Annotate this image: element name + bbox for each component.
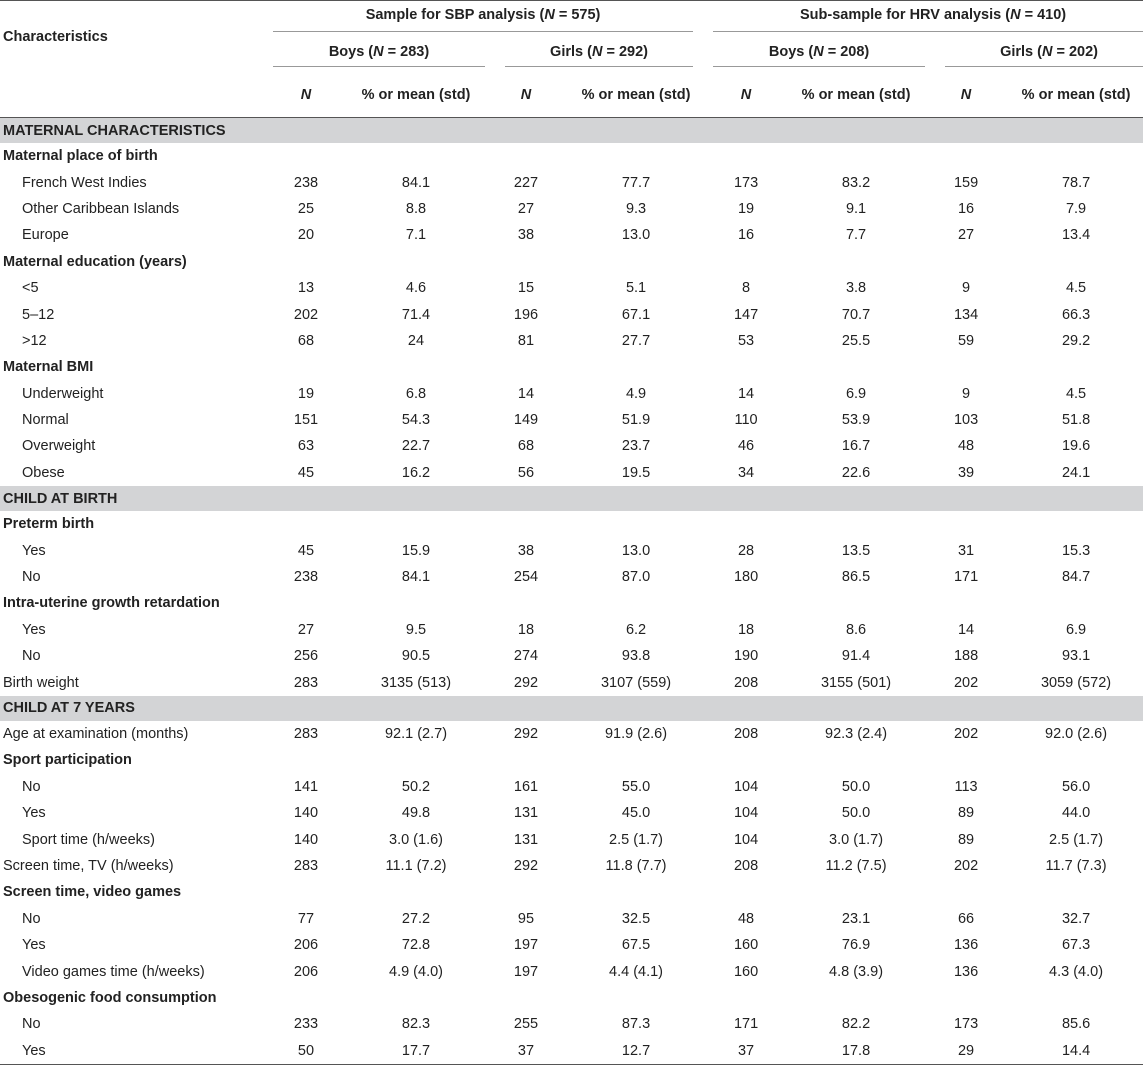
cell-pct: 32.5	[621, 910, 651, 927]
cell-n: 27	[517, 200, 535, 217]
cell-pct: 44.0	[1061, 805, 1091, 822]
cell-n: 66	[957, 910, 975, 927]
cell-n: 89	[957, 831, 975, 848]
cell-pct: 83.2	[841, 174, 871, 191]
cell-n: 283	[293, 857, 319, 874]
row-label: Yes	[0, 1038, 273, 1065]
cell-pct: 55.0	[621, 778, 651, 795]
cell-pct: 9.1	[845, 200, 867, 217]
row-label: No	[22, 1016, 41, 1033]
cell-pct: 24.1	[1061, 464, 1091, 481]
cell-n: 34	[737, 464, 755, 481]
cell-pct: 4.5	[1065, 385, 1087, 402]
sbp-boys-header: Boys (N = 283)	[273, 38, 493, 74]
sbp-girls-header: Girls (N = 292)	[493, 38, 713, 74]
cell-pct: 6.9	[845, 385, 867, 402]
col-pct-header: % or mean (std)	[339, 74, 493, 118]
cell-pct: 22.7	[401, 438, 431, 455]
cell-pct: 77.7	[621, 174, 651, 191]
cell-n: 14	[737, 385, 755, 402]
table-row	[0, 669, 1143, 695]
cell-pct: 5.1	[625, 280, 647, 297]
cell-n: 37	[713, 1038, 779, 1065]
cell-pct: 14.4	[999, 1038, 1143, 1065]
cell-n: 27	[297, 621, 315, 638]
cell-n: 134	[953, 306, 979, 323]
group-header-row	[0, 354, 1143, 380]
cell-pct: 8.6	[845, 621, 867, 638]
cell-pct: 51.8	[1061, 412, 1091, 429]
cell-n: 208	[733, 726, 759, 742]
cell-pct: 23.7	[621, 438, 651, 455]
hrv-boys-header: Boys (N = 208)	[713, 38, 933, 74]
cell-n: 256	[293, 648, 319, 665]
cell-pct: 3.8	[845, 280, 867, 297]
cell-pct: 50.0	[841, 805, 871, 822]
cell-pct: 4.4 (4.1)	[609, 963, 664, 980]
row-label: 5–12	[22, 306, 55, 323]
row-label: Yes	[22, 621, 46, 638]
cell-n: 173	[953, 1016, 979, 1033]
group-header-row	[0, 590, 1143, 616]
col-n-header: N	[273, 74, 339, 118]
cell-n: 160	[733, 937, 759, 954]
row-label: Underweight	[22, 385, 104, 402]
cell-n: 19	[737, 200, 755, 217]
cell-pct: 85.6	[1061, 1016, 1091, 1033]
group-header-row	[0, 747, 1143, 773]
cell-n: 160	[733, 963, 759, 980]
table-row	[0, 301, 1143, 327]
group-title: Maternal education (years)	[3, 253, 187, 270]
cell-pct: 11.1 (7.2)	[385, 857, 447, 874]
cell-n: 27	[957, 227, 975, 244]
cell-n: 208	[733, 857, 759, 874]
cell-pct: 17.8	[779, 1038, 933, 1065]
cell-n: 238	[293, 174, 319, 191]
cell-pct: 87.3	[621, 1016, 651, 1033]
group-title: Screen time, video games	[3, 884, 182, 901]
cell-n: 141	[293, 778, 319, 795]
cell-n: 274	[513, 648, 539, 665]
cell-n: 202	[293, 306, 319, 323]
table-row	[0, 643, 1143, 669]
group-header-row	[0, 249, 1143, 275]
cell-n: 171	[953, 569, 979, 586]
cell-n: 56	[517, 464, 535, 481]
col-n-header: N	[933, 74, 999, 118]
group-header-row	[0, 879, 1143, 905]
cell-pct: 93.1	[1061, 648, 1091, 665]
cell-pct: 24	[407, 332, 425, 349]
table-row	[0, 1011, 1143, 1037]
cell-n: 104	[733, 778, 759, 795]
cell-n: 292	[513, 674, 539, 691]
cell-pct: 53.9	[841, 412, 871, 429]
cell-n: 38	[517, 227, 535, 244]
cell-pct: 11.7 (7.3)	[1045, 857, 1107, 874]
cell-pct: 16.2	[401, 464, 431, 481]
cell-pct: 11.8 (7.7)	[605, 857, 667, 874]
cell-pct: 2.5 (1.7)	[609, 831, 664, 848]
cell-pct: 91.9 (2.6)	[604, 726, 668, 742]
table-row	[0, 932, 1143, 958]
cell-n: 202	[953, 726, 979, 742]
cell-n: 131	[513, 831, 539, 848]
cell-pct: 16.7	[841, 438, 871, 455]
group-title: Maternal place of birth	[3, 148, 158, 165]
table-row	[0, 460, 1143, 486]
table-row	[0, 800, 1143, 826]
cell-n: 238	[293, 569, 319, 586]
cell-pct: 2.5 (1.7)	[1049, 831, 1104, 848]
table-row	[0, 196, 1143, 222]
cell-n: 18	[517, 621, 535, 638]
row-label: Yes	[22, 805, 46, 822]
cell-n: 15	[517, 280, 535, 297]
row-label: No	[22, 648, 41, 665]
cell-pct: 13.4	[1061, 227, 1091, 244]
cell-pct: 70.7	[841, 306, 871, 323]
cell-pct: 13.0	[621, 542, 651, 559]
table-row	[0, 537, 1143, 563]
cell-pct: 3155 (501)	[820, 674, 892, 691]
cell-n: 190	[733, 648, 759, 665]
cell-pct: 8.8	[405, 200, 427, 217]
cell-pct: 6.2	[625, 621, 647, 638]
cell-n: 255	[513, 1016, 539, 1033]
cell-n: 188	[953, 648, 979, 665]
group-header-row	[0, 511, 1143, 537]
cell-pct: 17.7	[339, 1038, 493, 1065]
col-pct-header: % or mean (std)	[779, 74, 933, 118]
cell-pct: 12.7	[559, 1038, 713, 1065]
table-row	[0, 407, 1143, 433]
cell-pct: 13.5	[841, 542, 871, 559]
cell-pct: 72.8	[401, 937, 431, 954]
cell-n: 196	[513, 306, 539, 323]
row-label: Obese	[22, 464, 65, 481]
table-row	[0, 222, 1143, 248]
cell-pct: 27.7	[621, 332, 651, 349]
cell-n: 14	[957, 621, 975, 638]
hrv-girls-header: Girls (N = 202)	[933, 38, 1143, 74]
cell-pct: 19.6	[1061, 438, 1091, 455]
cell-pct: 50.2	[401, 778, 431, 795]
table-row	[0, 774, 1143, 800]
cell-n: 147	[733, 306, 759, 323]
group-title: Obesogenic food consumption	[3, 989, 217, 1006]
cell-pct: 56.0	[1061, 778, 1091, 795]
row-label: Normal	[22, 412, 69, 429]
cell-pct: 67.1	[621, 306, 651, 323]
cell-n: 68	[517, 438, 535, 455]
cell-pct: 29.2	[1061, 332, 1091, 349]
cell-pct: 90.5	[401, 648, 431, 665]
cell-n: 113	[954, 778, 978, 795]
row-label: Age at examination (months)	[3, 726, 189, 742]
cell-pct: 19.5	[621, 464, 651, 481]
cell-n: 233	[293, 1016, 319, 1033]
cell-n: 53	[737, 332, 755, 349]
cell-n: 202	[953, 857, 979, 874]
cell-pct: 3107 (559)	[600, 674, 672, 691]
col-n-header: N	[493, 74, 559, 118]
row-label: No	[22, 569, 41, 586]
cell-pct: 45.0	[621, 805, 651, 822]
cell-pct: 76.9	[841, 937, 871, 954]
table-row	[0, 906, 1143, 932]
table-header	[0, 1, 1143, 118]
blank-header-cell	[0, 74, 273, 118]
cell-n: 283	[293, 726, 319, 742]
cell-n: 48	[737, 910, 755, 927]
cell-pct: 6.9	[1065, 621, 1087, 638]
cell-pct: 3135 (513)	[380, 674, 452, 691]
cell-pct: 86.5	[841, 569, 871, 586]
cell-n: 206	[293, 963, 319, 980]
table-body	[0, 118, 1143, 1065]
cell-pct: 92.0 (2.6)	[1045, 726, 1108, 742]
section-header-row	[0, 696, 1143, 721]
cell-n: 45	[297, 542, 315, 559]
cell-pct: 22.6	[841, 464, 871, 481]
col-pct-header: % or mean (std)	[999, 74, 1143, 118]
section-header-row	[0, 486, 1143, 511]
cell-n: 206	[293, 937, 319, 954]
sbp-sample-header: Sample for SBP analysis (N = 575)	[273, 1, 713, 38]
cell-pct: 11.2 (7.5)	[825, 857, 887, 874]
table-row	[0, 853, 1143, 879]
cell-pct: 3.0 (1.7)	[829, 831, 884, 848]
cell-pct: 3059 (572)	[1040, 674, 1112, 691]
cell-n: 208	[733, 674, 759, 691]
section-header-row	[0, 118, 1143, 144]
cell-n: 95	[517, 910, 535, 927]
cell-n: 180	[733, 569, 759, 586]
hrv-subsample-header: Sub-sample for HRV analysis (N = 410)	[713, 1, 1143, 38]
section-title: CHILD AT 7 YEARS	[0, 696, 1143, 721]
cell-pct: 4.9 (4.0)	[389, 963, 443, 980]
cell-n: 28	[737, 542, 755, 559]
cell-n: 16	[737, 227, 755, 244]
cell-pct: 92.3 (2.4)	[825, 726, 888, 742]
section-title: MATERNAL CHARACTERISTICS	[0, 118, 1143, 144]
row-label: Birth weight	[3, 674, 79, 691]
table-row	[0, 826, 1143, 852]
cell-pct: 84.1	[401, 569, 431, 586]
cell-pct: 15.9	[401, 542, 431, 559]
cell-pct: 4.6	[405, 280, 427, 297]
cell-pct: 7.7	[845, 227, 867, 244]
cell-n: 159	[953, 174, 979, 191]
cell-pct: 54.3	[401, 412, 431, 429]
table-row	[0, 958, 1143, 984]
cell-n: 9	[962, 280, 971, 297]
cell-n: 283	[293, 674, 319, 691]
cell-n: 161	[513, 778, 539, 795]
table-row	[0, 617, 1143, 643]
cell-pct: 92.1 (2.7)	[384, 726, 448, 742]
row-label: Screen time, TV (h/weeks)	[3, 857, 174, 874]
cell-n: 149	[513, 412, 539, 429]
col-n-header: N	[713, 74, 779, 118]
row-label: No	[22, 778, 41, 795]
cell-pct: 78.7	[1061, 174, 1091, 191]
cell-n: 9	[962, 385, 971, 402]
cell-n: 104	[733, 831, 759, 848]
cell-pct: 87.0	[621, 569, 651, 586]
cell-n: 20	[297, 227, 315, 244]
cell-pct: 67.3	[1061, 937, 1091, 954]
cell-n: 31	[957, 542, 975, 559]
group-title: Intra-uterine growth retardation	[3, 595, 220, 612]
cell-pct: 25.5	[841, 332, 871, 349]
cell-n: 46	[737, 438, 755, 455]
table-row	[0, 328, 1143, 354]
row-label: Other Caribbean Islands	[22, 200, 180, 217]
row-label: Video games time (h/weeks)	[22, 963, 205, 980]
cell-n: 103	[953, 412, 979, 429]
cell-n: 59	[957, 332, 975, 349]
cell-pct: 32.7	[1061, 910, 1091, 927]
cell-pct: 15.3	[1061, 542, 1091, 559]
cell-n: 136	[953, 963, 979, 980]
group-title: Maternal BMI	[3, 359, 94, 376]
cell-n: 48	[957, 438, 975, 455]
cell-pct: 91.4	[841, 648, 871, 665]
cell-pct: 82.2	[841, 1016, 871, 1033]
table-row	[0, 169, 1143, 195]
cell-pct: 9.5	[405, 621, 427, 638]
row-label: Yes	[22, 542, 46, 559]
row-label: Sport time (h/weeks)	[22, 831, 155, 848]
cell-pct: 50.0	[841, 778, 871, 795]
cell-n: 292	[513, 857, 539, 874]
row-label: >12	[22, 332, 47, 349]
table-row	[0, 564, 1143, 590]
cell-n: 151	[293, 412, 319, 429]
cell-n: 37	[493, 1038, 559, 1065]
cell-pct: 9.3	[625, 200, 647, 217]
cell-n: 131	[513, 805, 539, 822]
table-row	[0, 1038, 1143, 1065]
cell-n: 68	[297, 332, 315, 349]
cell-pct: 4.8 (3.9)	[829, 963, 884, 980]
cell-n: 29	[933, 1038, 999, 1065]
cell-n: 292	[513, 726, 539, 742]
cell-n: 227	[513, 174, 539, 191]
cell-n: 197	[513, 963, 539, 980]
table-row	[0, 381, 1143, 407]
characteristics-header: Characteristics	[0, 1, 273, 74]
cell-n: 89	[957, 805, 975, 822]
cell-pct: 66.3	[1061, 306, 1091, 323]
cell-n: 18	[737, 621, 755, 638]
cell-pct: 82.3	[401, 1016, 431, 1033]
cell-pct: 6.8	[405, 385, 427, 402]
cell-n: 19	[297, 385, 315, 402]
cell-n: 202	[953, 674, 979, 691]
cell-pct: 84.1	[401, 174, 431, 191]
table-row	[0, 433, 1143, 459]
cell-n: 254	[513, 569, 539, 586]
cell-n: 38	[517, 542, 535, 559]
group-title: Preterm birth	[3, 516, 95, 533]
cell-pct: 27.2	[401, 910, 431, 927]
cell-pct: 51.9	[621, 412, 651, 429]
cell-n: 16	[957, 200, 975, 217]
group-header-row	[0, 143, 1143, 169]
cell-n: 8	[742, 280, 751, 297]
cell-n: 104	[733, 805, 759, 822]
cell-pct: 7.9	[1065, 200, 1087, 217]
cell-pct: 13.0	[621, 227, 651, 244]
cell-pct: 3.0 (1.6)	[389, 831, 443, 848]
section-title: CHILD AT BIRTH	[0, 486, 1143, 511]
cell-n: 25	[297, 200, 315, 217]
row-label: Overweight	[22, 438, 96, 455]
cell-n: 136	[953, 937, 979, 954]
cell-pct: 84.7	[1061, 569, 1091, 586]
cell-pct: 4.5	[1065, 280, 1087, 297]
cell-n: 140	[293, 805, 319, 822]
table-row	[0, 275, 1143, 301]
table-row	[0, 721, 1143, 747]
cell-pct: 49.8	[401, 805, 431, 822]
row-label: <5	[22, 280, 39, 297]
col-pct-header: % or mean (std)	[559, 74, 713, 118]
cell-pct: 4.3 (4.0)	[1049, 963, 1104, 980]
row-label: Yes	[22, 937, 46, 954]
cell-n: 39	[957, 464, 975, 481]
cell-pct: 4.9	[625, 385, 647, 402]
cell-n: 197	[513, 937, 539, 954]
row-label: No	[22, 910, 41, 927]
row-label: Europe	[22, 227, 69, 244]
cell-n: 110	[734, 412, 758, 429]
cell-pct: 7.1	[405, 227, 427, 244]
cell-n: 45	[297, 464, 315, 481]
cell-n: 171	[733, 1016, 759, 1033]
cell-n: 50	[273, 1038, 339, 1065]
cell-pct: 93.8	[621, 648, 651, 665]
group-header-row	[0, 985, 1143, 1011]
cell-pct: 71.4	[401, 306, 431, 323]
row-label: French West Indies	[22, 174, 147, 191]
cell-n: 173	[733, 174, 759, 191]
cell-n: 77	[297, 910, 315, 927]
group-title: Sport participation	[3, 752, 132, 769]
cell-n: 81	[517, 332, 535, 349]
cell-pct: 67.5	[621, 937, 651, 954]
cell-n: 13	[297, 280, 315, 297]
cell-n: 14	[517, 385, 535, 402]
cell-n: 63	[297, 438, 315, 455]
cell-n: 140	[293, 831, 319, 848]
cell-pct: 23.1	[841, 910, 871, 927]
